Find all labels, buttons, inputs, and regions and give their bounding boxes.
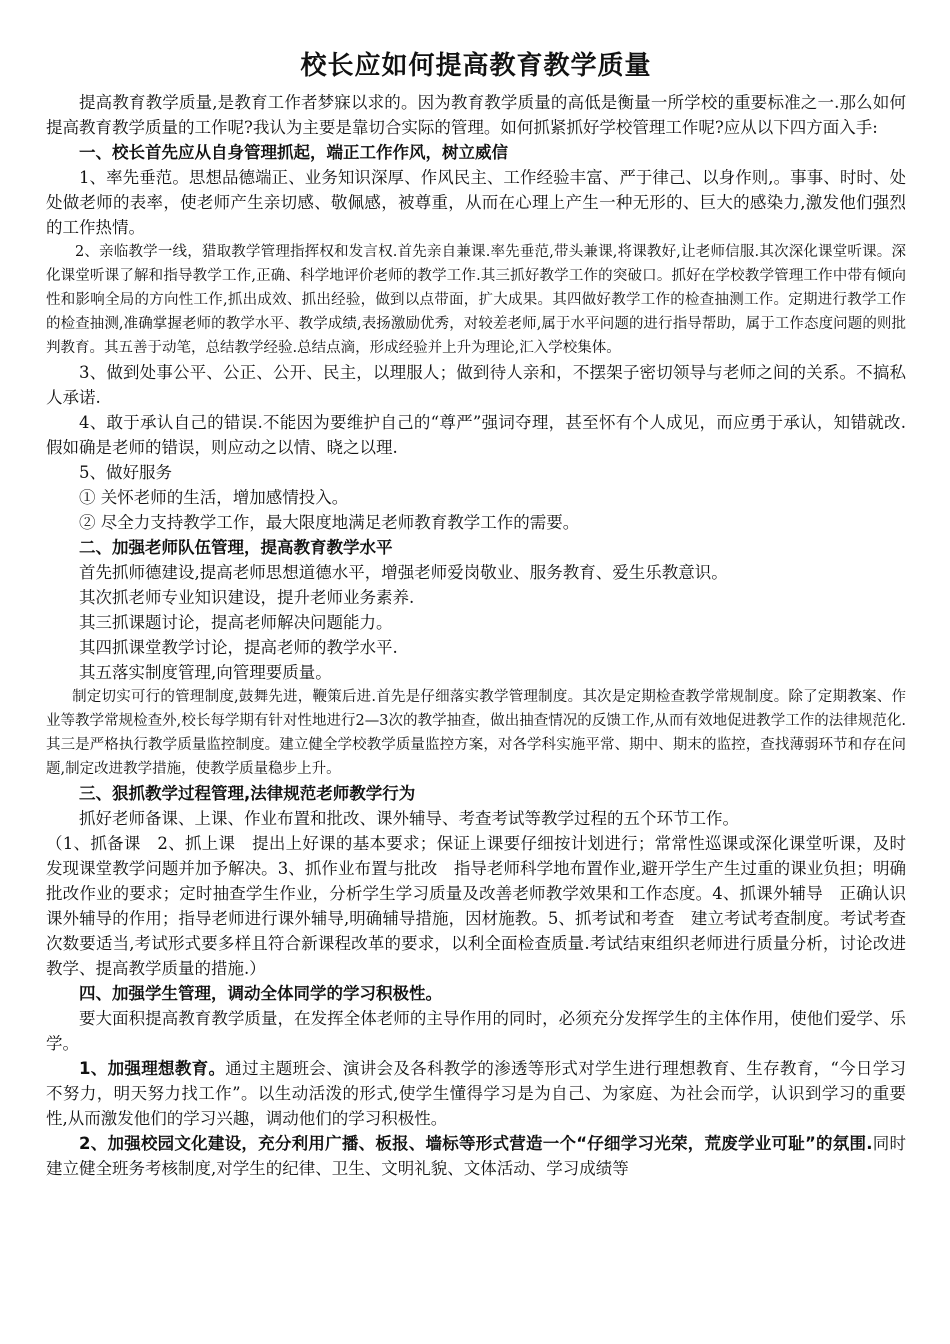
section-4-paragraph-2: [46, 1056, 906, 1131]
section-1-paragraph-3: 3、做到处事公平、公正、公开、民主，以理服人；做到待人亲和，不摆架子密切领导与老师之间的关系。不搞私人承诺.: [46, 363, 906, 407]
section-1-paragraph-6: ① 关怀老师的生活，增加感情投入。: [79, 488, 349, 507]
section-2-paragraph-5: 其五落实制度管理,向管理要质量。: [79, 663, 332, 682]
section-2-paragraph-3: 其三抓课题讨论，提高老师解决问题能力。: [79, 613, 393, 632]
section-2-paragraph-2: 其次抓老师专业知识建设，提升老师业务素养.: [79, 588, 415, 607]
section-1-paragraph-7: ② 尽全力支持教学工作，最大限度地满足老师教育教学工作的需要。: [79, 513, 580, 532]
intro-paragraph: 提高教育教学质量,是教育工作者梦寐以求的。因为教育教学质量的高低是衡量一所学校的重要标准之一.那么如何提高教育教学质量的工作呢?我认为主要是靠切合实际的管理。如何抓紧抓好学校管理工作呢?应从以下四方面入手:: [46, 93, 906, 137]
section-2-heading: 二、加强老师队伍管理，提高教育教学水平: [79, 538, 393, 557]
section-3-paragraph-2: （1、抓备课 2、抓上课 提出上好课的基本要求；保证上课要仔细按计划进行；常常性巡课或深化课堂听课，及时发现课堂教学问题并加予解决。3、抓作业布置与批改 指导老师科学地布置作业,避开学生产生过重的课业负担；明确批改作业的要求；定时抽查学生作业，分析学生学习质量及改善老师教学效果和工作态度。4、抓课外辅导 正确认识课外辅导的作用；指导老师进行课外辅导,明确辅导措施，因材施教。5、抓考试和考查 建立考试考查制度。考试考查次数要适当,考试形式要多样且符合新课程改革的要求，以利全面检查质量.考试结束组织老师进行质量分析，讨论改进教学、提高教学质量的措施.）: [46, 834, 906, 978]
section-4-paragraph-2-body: 通过主题班会、演讲会及各科教学的渗透等形式对学生进行理想教育、生存教育，“今日学习不努力，明天努力找工作”。以生动活泼的形式,使学生懂得学习是为自己、为家庭、为社会而学，认识到学习的重要性,从而激发他们的学习兴趣，调动他们的学习积极性。: [46, 1059, 907, 1128]
section-4-heading: 四、加强学生管理，调动全体同学的学习积极性。: [79, 984, 442, 1003]
section-4-paragraph-1: 要大面积提高教育教学质量，在发挥全体老师的主导作用的同时，必须充分发挥学生的主体作用，使他们爱学、乐学。: [46, 1009, 906, 1053]
section-4-paragraph-3: [46, 1131, 906, 1181]
section-4-paragraph-2-lead: 1、加强理想教育。: [79, 1059, 226, 1078]
section-3-paragraph-1: 抓好老师备课、上课、作业布置和批改、课外辅导、考查考试等教学过程的五个环节工作。: [79, 809, 739, 828]
section-1-paragraph-1: 1、率先垂范。思想品德端正、业务知识深厚、作风民主、工作经验丰富、严于律己、以身作则,。事事、时时、处处做老师的表率，使老师产生亲切感、敬佩感，被尊重，从而在心理上产生一种无形的、巨大的感染力,激发他们强烈的工作热情。: [46, 168, 906, 237]
section-1-paragraph-5: 5、做好服务: [79, 463, 172, 482]
section-1-paragraph-4: 4、敢于承认自己的错误.不能因为要维护自己的“尊严”强词夺理，甚至怀有个人成见，而应勇于承认，知错就改.假如确是老师的错误，则应动之以情、晓之以理.: [46, 413, 906, 457]
section-4-paragraph-3-lead: 2、加强校园文化建设，充分利用广播、板报、墙标等形式营造一个“仔细学习光荣，荒废学业可耻”的氛围.: [79, 1134, 873, 1153]
section-2-paragraph-1: 首先抓师德建设,提高老师思想道德水平，增强老师爱岗敬业、服务教育、爱生乐教意识。: [79, 563, 728, 582]
section-2-paragraph-6: 制定切实可行的管理制度,鼓舞先进，鞭策后进.首先是仔细落实教学管理制度。其次是定期检查教学常规制度。除了定期教案、作业等教学常规检查外,校长每学期有针对性地进行2—3次的教学抽查，做出抽查情况的反馈工作,从而有效地促进教学工作的法律规范化.其三是严格执行教学质量监控制度。建立健全学校教学质量监控方案，对各学科实施平常、期中、期末的监控，查找薄弱环节和存在问题,制定改进教学措施，使教学质量稳步上升。: [46, 689, 906, 777]
section-4-paragraph-3-body: 同时建立健全班务考核制度,对学生的纪律、卫生、文明礼貌、文体活动、学习成绩等: [46, 1134, 907, 1178]
page-title: 校长应如何提高教育教学质量: [300, 51, 652, 81]
section-1-heading: 一、校长首先应从自身管理抓起，端正工作作风，树立威信: [79, 143, 508, 162]
section-3-heading: 三、狠抓教学过程管理,法律规范老师教学行为: [79, 784, 416, 803]
section-1-paragraph-2: 2、亲临教学一线，猎取教学管理指挥权和发言权.首先亲自兼课.率先垂范,带头兼课,将课教好,让老师信服.其次深化课堂听课。深化课堂听课了解和指导教学工作,正确、科学地评价老师的教学工作.其三抓好教学工作的突破口。抓好在学校教学管理工作中带有倾向性和影响全局的方向性工作,抓出成效、抓出经验，做到以点带面，扩大成果。其四做好教学工作的检查抽测工作。定期进行教学工作的检查抽测,准确掌握老师的教学水平、教学成绩,表扬激励优秀，对较差老师,属于水平问题的进行指导帮助，属于工作态度问题的则批判教育。其五善于动笔，总结教学经验.总结点滴，形成经验并上升为理论,汇入学校集体。: [46, 244, 906, 356]
section-2-paragraph-4: 其四抓课堂教学讨论，提高老师的教学水平.: [79, 638, 398, 657]
